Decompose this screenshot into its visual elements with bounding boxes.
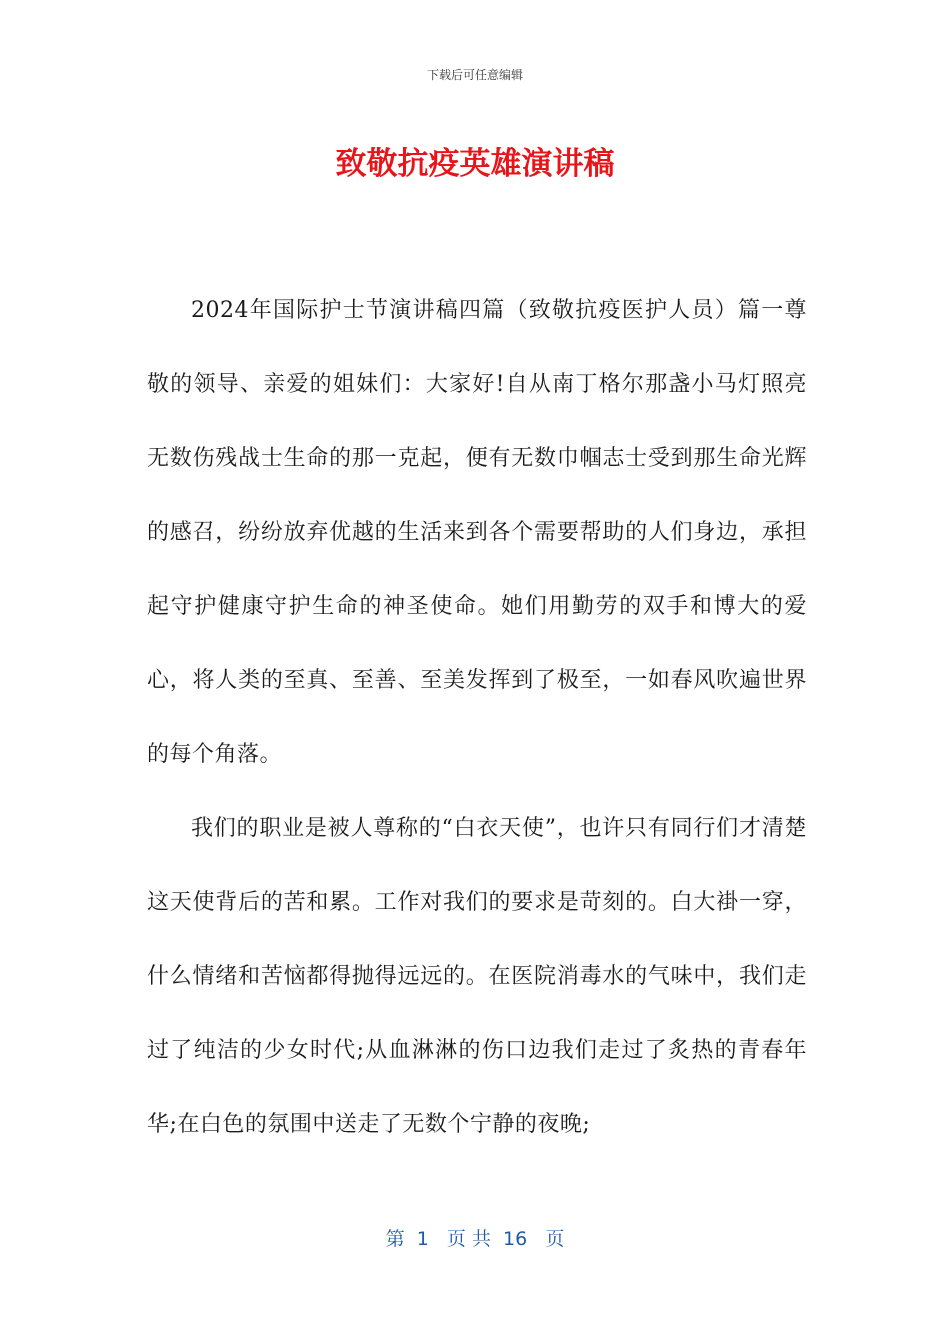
paragraph-2: 我们的职业是被人尊称的“白衣天使”，也许只有同行们才清楚这天使背后的苦和累。工作对我们的要求是苛刻的。白大褂一穿，什么情绪和苦恼都得抛得远远的。在医院消毒水的气味中，我们走过了纯洁的少女时代;从血淋淋的伤口边我们走过了炙热的青春年华;在白色的氛围中送走了无数个宁静的夜晚; [147, 816, 807, 1137]
document-title: 致敬抗疫英雄演讲稿 [335, 146, 615, 182]
page-number-footer: 第 1 页 共 16 页 [385, 1228, 565, 1250]
page-header-note: 下载后可任意编辑 [426, 68, 523, 82]
paragraph-1: 2024年国际护士节演讲稿四篇（致敬抗疫医护人员）篇一尊敬的领导、亲爱的姐妹们：大家好!自从南丁格尔那盏小马灯照亮无数伤残战士生命的那一克起，便有无数巾帼志士受到那生命光辉的感召，纷纷放弃优越的生活来到各个需要帮助的人们身边，承担起守护健康守护生命的神圣使命。她们用勤劳的双手和博大的爱心，将人类的至真、至善、至美发挥到了极至，一如春风吹遍世界的每个角落。 [147, 298, 807, 767]
document-body [147, 274, 807, 1162]
